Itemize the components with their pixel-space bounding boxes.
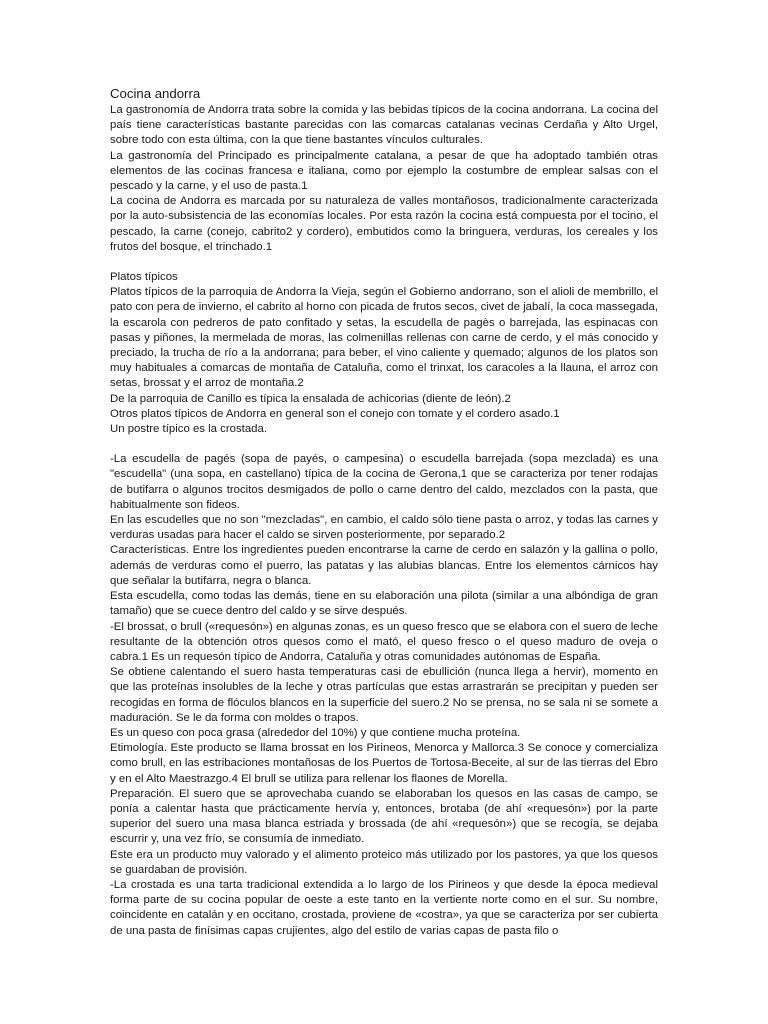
paragraph: Platos típicos de la parroquia de Andorra la Vieja, según el Gobierno andorrano, son el alioli de membrillo, el pato con pera de invierno, el cabrito al horno con picada de frutos secos, civet de jabalí, la coca massegada, la escarola con pedreros de pato confitado y setas, la escudella de pagès o barrejada, las espinacas con pasas y piñones, la mermelada de moras, las colmenillas rellenas con carne de cerdo, y el más conocido y preciado, la trucha de río a la andorrana; para beber, el vino caliente y quemado; algunos de los platos son muy habituales a comarcas de montaña de Cataluña, como el trinxat, los caracoles a la llauna, el arroz con setas, brossat y el arroz de montaña.2	[110, 286, 658, 390]
paragraph: Preparación. El suero que se aprovechaba cuando se elaboraban los quesos en las casas de campo, se ponía a calentar hasta que prácticamente hervía y, entonces, brotaba (de ahí «requesón») por la parte superior del suero una masa blanca estriada y brossada (de ahí «requesón») que se recogía, se dejaba escurrir y, una vez frío, se consumía de inmediato.	[110, 787, 658, 846]
paragraph: En las escudelles que no son "mezcladas", en cambio, el caldo sólo tiene pasta o arroz, y todas las carnes y verduras usadas para hacer el caldo se sirven posteriormente, por separado.2	[110, 514, 658, 542]
section-heading: Platos típicos	[110, 271, 178, 284]
paragraph: Este era un producto muy valorado y el alimento proteico más utilizado por los pastores, ya que los quesos se guardaban de provisión.	[110, 848, 658, 876]
document-page	[110, 86, 658, 939]
paragraph: La cocina de Andorra es marcada por su naturaleza de valles montañosos, tradicionalmente caracterizada por la auto-subsistencia de las economías locales. Por esta razón la cocina está compuesta por el tocino, el pescado, la carne (conejo, cabrito2 y cordero), embutidos como la bringuera, verduras, los cereales y los frutos del bosque, el trinchado.1	[110, 195, 658, 253]
paragraph: La gastronomía de Andorra trata sobre la comida y las bebidas típicos de la cocina andorrana. La cocina del país tiene características bastante parecidas con las comarcas catalanas vecinas Cerdaña y Alto Urgel, sobre todo con esta última, con la que tiene bastantes vínculos culturales.	[110, 104, 658, 147]
document-title: Cocina andorra	[110, 86, 201, 101]
paragraph: Características. Entre los ingredientes pueden encontrarse la carne de cerdo en salazón y la gallina o pollo, además de verduras como el puerro, las patatas y las alubias blancas. Entre los elementos cárnicos hay que señalar la butifarra, negra o blanca.	[110, 544, 658, 587]
paragraph: Otros platos típicos de Andorra en general son el conejo con tomate y el cordero asado.1	[110, 407, 560, 420]
paragraph: Se obtiene calentando el suero hasta temperaturas casi de ebullición (nunca llega a hervir), momento en que las proteínas insolubles de la leche y otras partículas que estas arrastrarán se precipitan y pueden ser recogidas en forma de flóculos blancos en la superficie del suero.2 No se prensa, no se sala ni se somete a maduración. Se le da forma con moldes o trapos.	[110, 666, 658, 724]
paragraph: Un postre típico es la crostada.	[110, 423, 268, 436]
paragraph: Es un queso con poca grasa (alrededor del 10%) y que contiene mucha proteína.	[110, 726, 521, 739]
spacer	[110, 437, 658, 452]
paragraph: Etimología. Este producto se llama brossat en los Pirineos, Menorca y Mallorca.3 Se conoce y comercializa como brull, en las estribaciones montañosas de los Puertos de Tortosa-Beceite, al sur de las tierras del Ebro y en el Alto Maestrazgo.4 El brull se utiliza para rellenar los flaones de Morella.	[110, 742, 658, 785]
spacer	[110, 255, 658, 270]
paragraph: -La crostada es una tarta tradicional extendida a lo largo de los Pirineos y que desde la época medieval forma parte de su cocina popular de oeste a este tanto en la vertiente norte como en el sur. Su nombre, coincidente en catalán y en occitano, crostada, proviene de «costra», ya que se caracteriza por ser cubierta de una pasta de finísimas capas crujientes, algo del estilo de varias capas de pasta filo o	[110, 878, 658, 937]
paragraph: De la parroquia de Canillo es típica la ensalada de achicorias (diente de león).2	[110, 392, 511, 405]
paragraph: -El brossat, o brull («requesón») en algunas zonas, es un queso fresco que se elabora con el suero de leche resultante de la obtención otros quesos como el mató, el queso fresco o el queso maduro de oveja o cabra.1 Es un requesón típico de Andorra, Cataluña y otras comunidades autónomas de España.	[110, 620, 658, 663]
paragraph: La gastronomía del Principado es principalmente catalana, a pesar de que ha adoptado también otras elementos de las cocinas francesa e italiana, como por ejemplo la costumbre de emplear salsas con el pescado y la carne, y el uso de pasta.1	[110, 149, 658, 193]
paragraph: -La escudella de pagés (sopa de payés, o campesina) o escudella barrejada (sopa mezclada) es una "escudella" (una sopa, en castellano) típica de la cocina de Gerona,1 que se caracteriza por tener rodajas de butifarra o algunos trocitos desmigados de pollo o carne dentro del caldo, mezclados con la pasta, que habitualmente son fideos.	[110, 453, 658, 511]
paragraph: Esta escudella, como todas las demás, tiene en su elaboración una pilota (similar a una albóndiga de gran tamaño) que se cuece dentro del caldo y se sirve después.	[110, 590, 658, 618]
